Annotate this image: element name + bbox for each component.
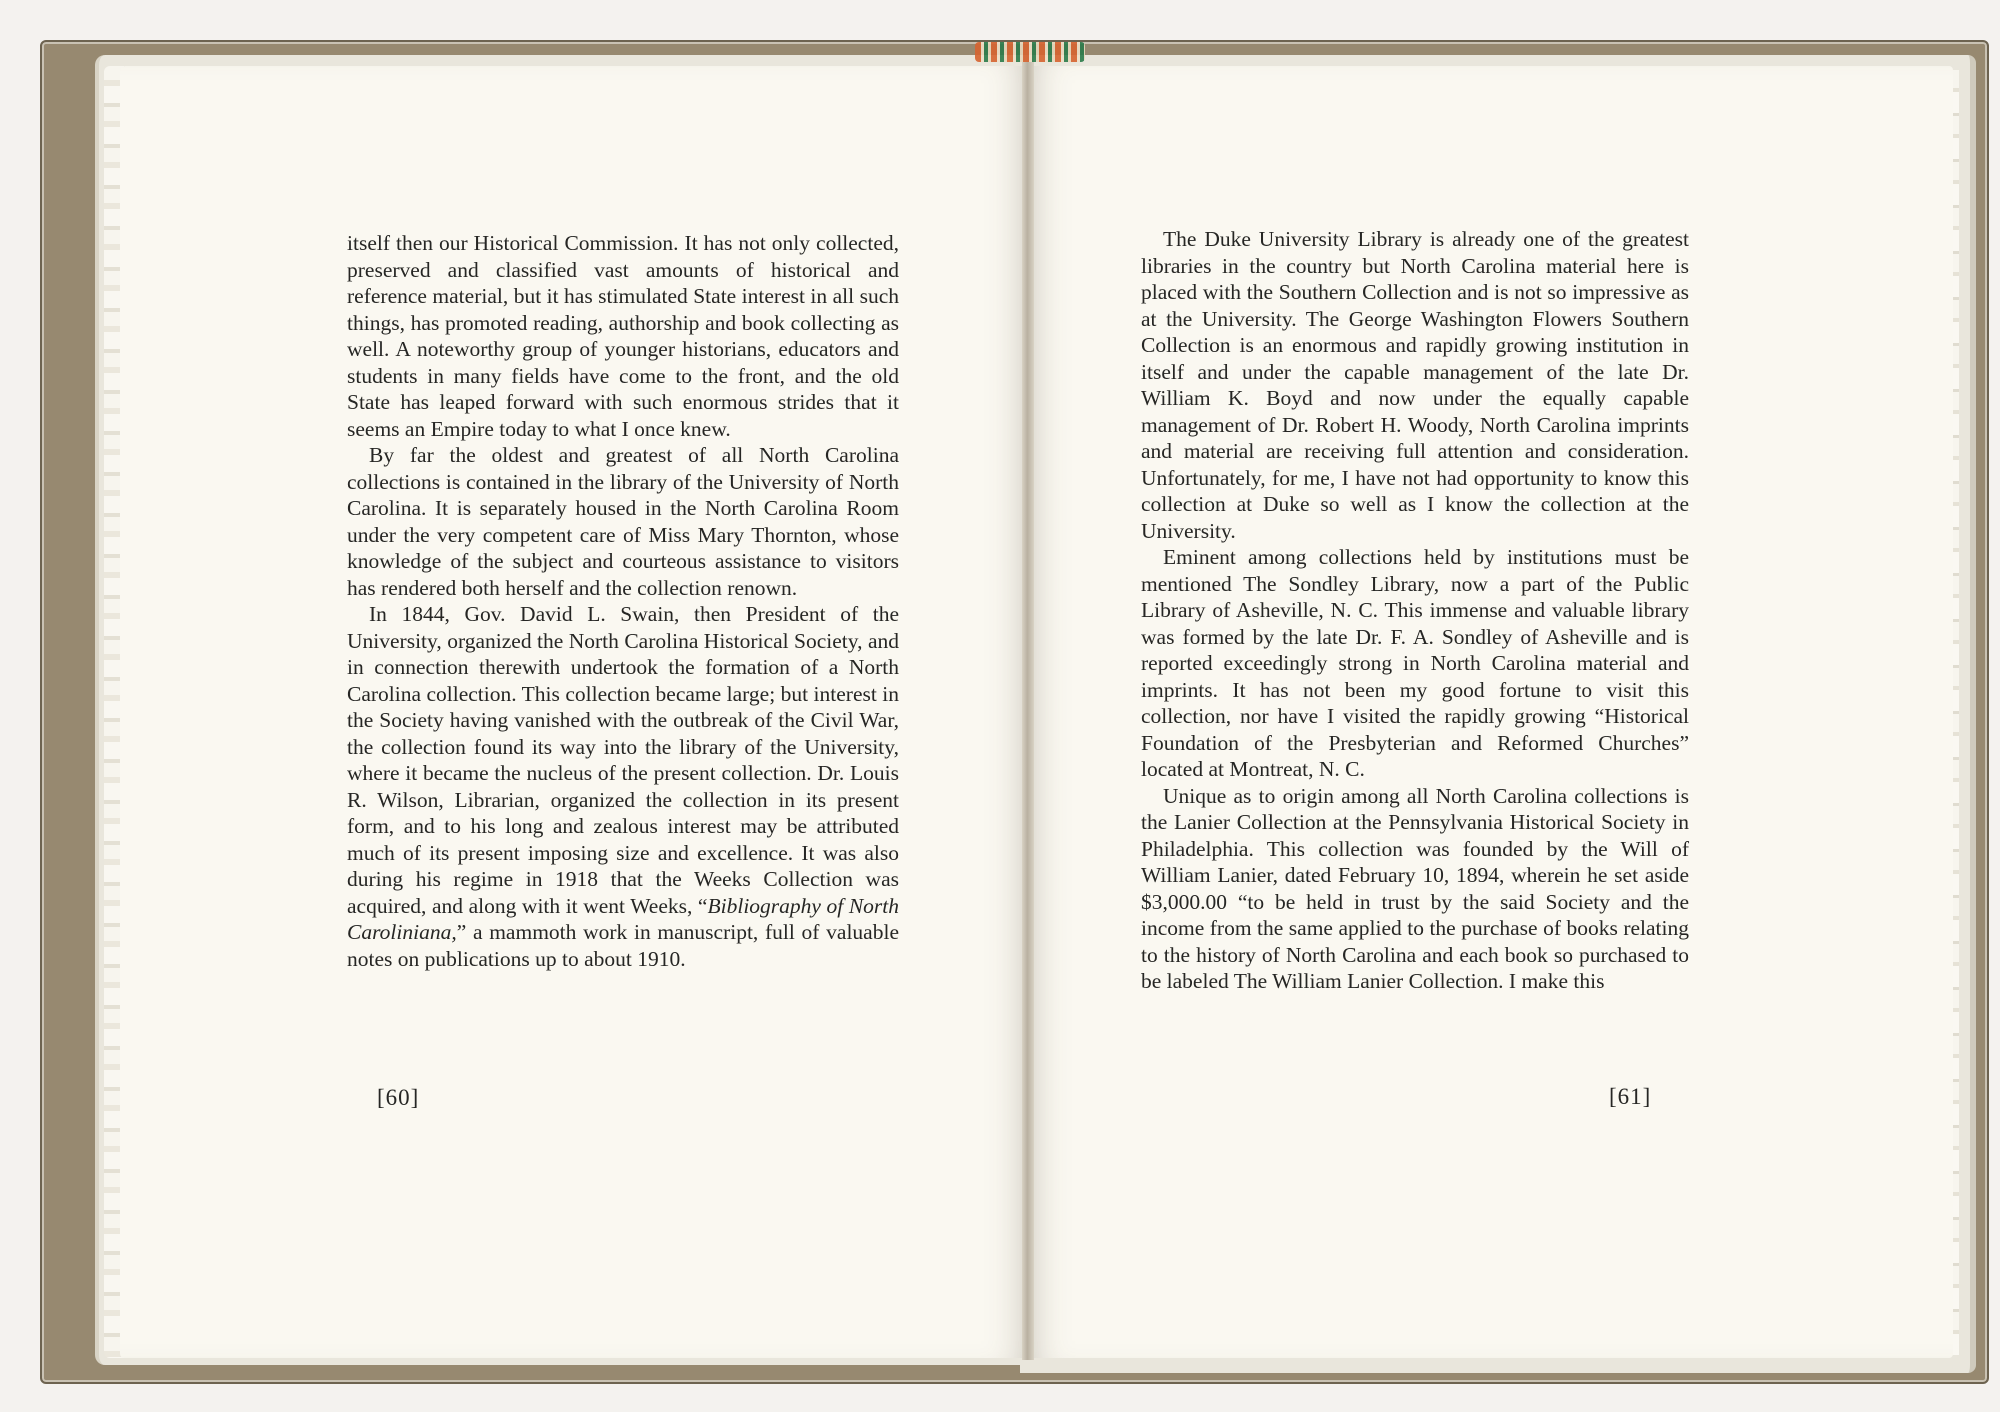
page-number-left: [60] bbox=[377, 1085, 420, 1110]
left-paragraph-3-end: ” a mammoth work in manuscript, full of valuable notes on publications up to about 1910. bbox=[347, 920, 899, 971]
left-page-text bbox=[347, 230, 899, 972]
book-title-citation: Bibliography of North Caroliniana, bbox=[347, 893, 899, 944]
left-paragraph-1: itself then our Historical Commission. It has not only collected, preserved and classified vast amounts of historical and reference material, but it has stimulated State interest in all such things, has promoted reading, authorship and book collecting as well. A noteworthy group of younger historians, educators and students in many fields have come to the front, and the old State has leaped forward with such enormous strides that it seems an Empire today to what I once knew. bbox=[347, 231, 899, 441]
right-paragraph-3: Unique as to origin among all North Carolina collections is the Lanier Collection at the Pennsylvania Historical Society in Philadelphia. This collection was founded by the Will of William Lanier, dated February 10, 1894, wherein he set aside $3,000.00 “to be held in trust by the said Society and the income from the same applied to the purchase of books relating to the history of North Carolina and each book so purchased to be labeled The William Lanier Collection. I make this bbox=[1141, 783, 1689, 993]
right-paragraph-1: The Duke University Library is already one of the greatest libraries in the country but North Carolina material here is placed with the Southern Collection and is not so impressive as at the University. The George Washington Flowers Southern Collection is an enormous and rapidly growing institution in itself and under the capable management of the late Dr. William K. Boyd and now under the equally capable management of Dr. Robert H. Woody, North Carolina imprints and material are receiving full attention and consideration. Unfortunately, for me, I have not had opportunity to know this collection at Duke so well as I know the collection at the University. bbox=[1141, 227, 1689, 543]
right-paragraph-2: Eminent among collections held by institutions must be mentioned The Sondley Library, now a part of the Public Library of Asheville, N. C. This immense and valuable library was formed by the late Dr. F. A. Sondley of Asheville and is reported exceedingly strong in North Carolina material and imprints. It has not been my good fortune to visit this collection, nor have I visited the rapidly growing “Historical Foundation of the Presbyterian and Reformed Churches” located at Montreat, N. C. bbox=[1141, 545, 1689, 781]
right-page-text bbox=[1141, 226, 1689, 995]
headband bbox=[975, 42, 1085, 62]
page-number-right: [61] bbox=[1609, 1084, 1652, 1109]
book-gutter bbox=[1022, 55, 1034, 1360]
left-paragraph-3 bbox=[347, 601, 899, 972]
left-paragraph-3-start: In 1844, Gov. David L. Swain, then President of the University, organized the North Carolina Historical Society, and in connection therewith undertook the formation of a North Carolina collection. This collection became large; but interest in the Society having vanished with the outbreak of the Civil War, the collection found its way into the library of the University, where it became the nucleus of the present collection. Dr. Louis R. Wilson, Librarian, organized the collection in its present form, and to his long and zealous interest may be attributed much of its present imposing size and excellence. It was also during his regime in 1918 that the Weeks Collection was acquired, and along with it went Weeks, “ bbox=[347, 602, 899, 918]
left-paragraph-2: By far the oldest and greatest of all North Carolina collections is contained in the library of the University of North Carolina. It is separately housed in the North Carolina Room under the very competent care of Miss Mary Thornton, whose knowledge of the subject and courteous assistance to visitors has rendered both herself and the collection renown. bbox=[347, 443, 899, 600]
